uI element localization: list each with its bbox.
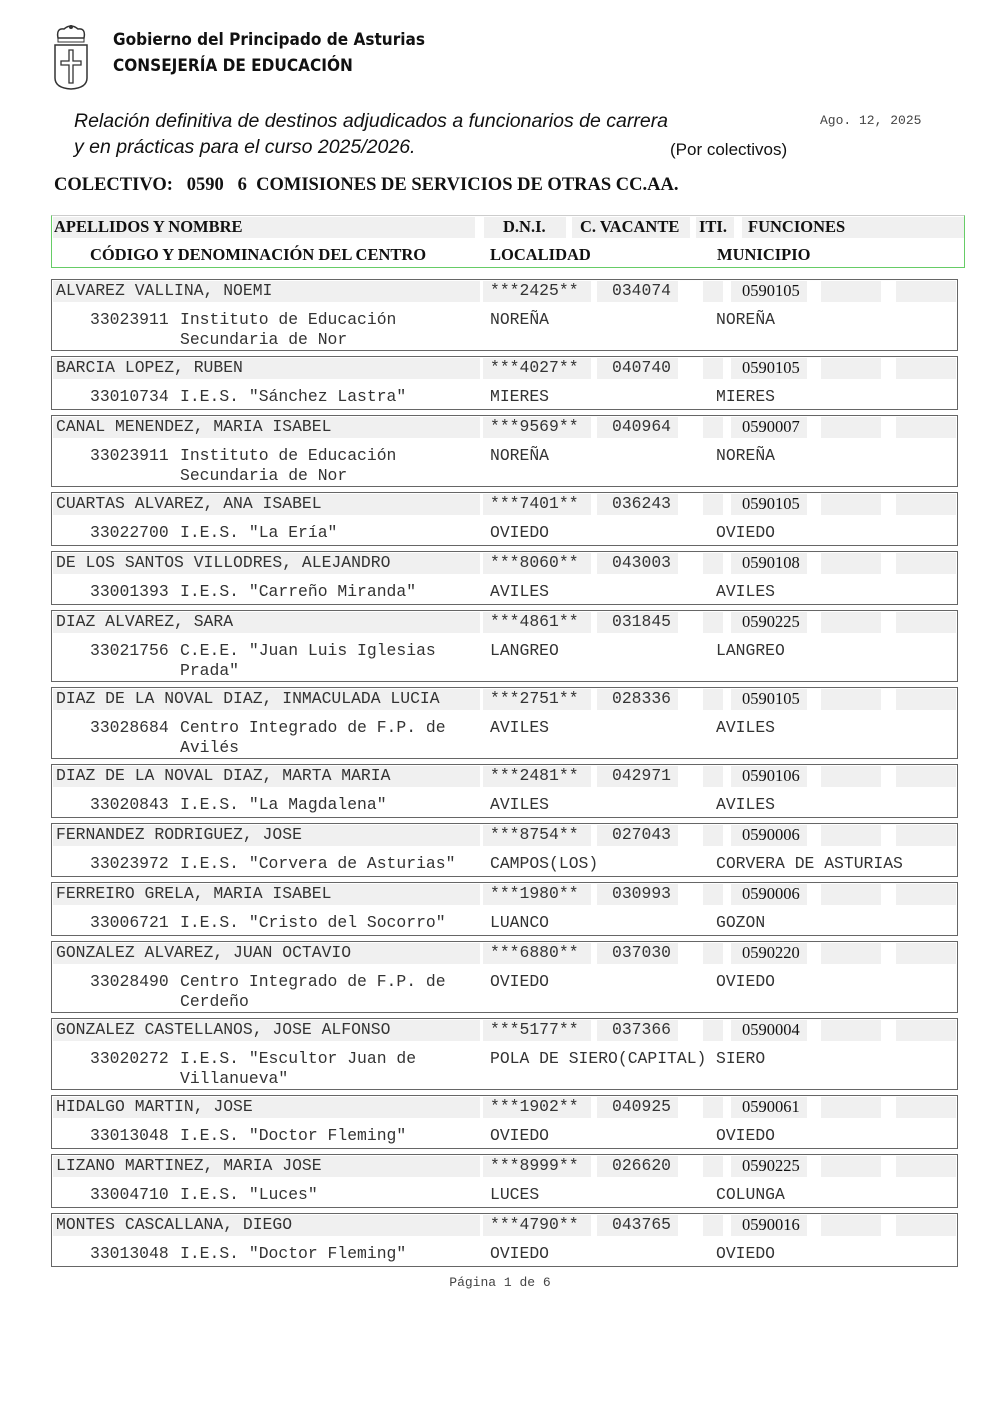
record-centro-name-cont: Cerdeño <box>180 992 249 1011</box>
record-localidad: OVIEDO <box>490 972 550 991</box>
record-centro-name: I.E.S. "Doctor Fleming" <box>180 1244 407 1263</box>
record-dni: ***4790** <box>490 1215 579 1234</box>
record-vacante: 026620 <box>612 1156 672 1175</box>
record-dni: ***7401** <box>490 494 579 513</box>
record-localidad: NOREÑA <box>490 310 550 329</box>
table-record <box>51 1213 958 1267</box>
record-localidad: OVIEDO <box>490 1126 550 1145</box>
record-centro-code: 33004710 <box>90 1185 169 1204</box>
record-centro-name-cont: Secundaria de Nor <box>180 466 348 485</box>
record-localidad: LUANCO <box>490 913 550 932</box>
record-municipio: LANGREO <box>716 641 785 660</box>
record-localidad: AVILES <box>490 582 550 601</box>
record-centro-code: 33001393 <box>90 582 169 601</box>
document-date: Ago. 12, 2025 <box>820 113 922 128</box>
record-funciones: 0590225 <box>742 612 800 631</box>
record-vacante: 034074 <box>612 281 672 300</box>
record-dni: ***1980** <box>490 884 579 903</box>
table-record <box>51 610 958 682</box>
por-colectivos-label: (Por colectivos) <box>670 140 788 159</box>
record-funciones: 0590105 <box>742 358 800 377</box>
record-funciones: 0590016 <box>742 1215 800 1234</box>
record-name: GONZALEZ CASTELLANOS, JOSE ALFONSO <box>56 1020 391 1039</box>
table-record <box>51 764 958 818</box>
table-record <box>51 356 958 410</box>
record-municipio: OVIEDO <box>716 523 776 542</box>
record-vacante: 028336 <box>612 689 672 708</box>
record-localidad: AVILES <box>490 718 550 737</box>
record-centro-name-cont: Villanueva" <box>180 1069 289 1088</box>
record-vacante: 040925 <box>612 1097 672 1116</box>
record-centro-name: I.E.S. "La Magdalena" <box>180 795 387 814</box>
record-centro-name-cont: Avilés <box>180 738 240 757</box>
record-dni: ***8754** <box>490 825 579 844</box>
record-funciones: 0590007 <box>742 417 800 436</box>
record-centro-name: I.E.S. "Carreño Miranda" <box>180 582 417 601</box>
record-dni: ***8060** <box>490 553 579 572</box>
record-centro-code: 33028490 <box>90 972 169 991</box>
record-municipio: AVILES <box>716 718 776 737</box>
record-vacante: 042971 <box>612 766 672 785</box>
col-header-name: APELLIDOS Y NOMBRE <box>54 217 243 236</box>
record-funciones: 0590006 <box>742 825 800 844</box>
record-vacante: 027043 <box>612 825 672 844</box>
record-centro-name: I.E.S. "Luces" <box>180 1185 318 1204</box>
record-municipio: NOREÑA <box>716 446 776 465</box>
record-centro-code: 33020843 <box>90 795 169 814</box>
record-name: BARCIA LOPEZ, RUBEN <box>56 358 243 377</box>
record-vacante: 030993 <box>612 884 672 903</box>
table-record <box>51 279 958 351</box>
table-record <box>51 687 958 759</box>
record-centro-code: 33021756 <box>90 641 169 660</box>
col-header-vacante: C. VACANTE <box>580 217 680 236</box>
record-centro-name: I.E.S. "Sánchez Lastra" <box>180 387 407 406</box>
record-name: FERREIRO GRELA, MARIA ISABEL <box>56 884 332 903</box>
record-funciones: 0590006 <box>742 884 800 903</box>
record-vacante: 036243 <box>612 494 672 513</box>
record-centro-code: 33022700 <box>90 523 169 542</box>
record-name: DE LOS SANTOS VILLODRES, ALEJANDRO <box>56 553 391 572</box>
record-municipio: OVIEDO <box>716 972 776 991</box>
table-record <box>51 1154 958 1208</box>
table-record <box>51 1095 958 1149</box>
record-localidad: AVILES <box>490 795 550 814</box>
record-dni: ***5177** <box>490 1020 579 1039</box>
record-municipio: CORVERA DE ASTURIAS <box>716 854 903 873</box>
record-name: FERNANDEZ RODRIGUEZ, JOSE <box>56 825 302 844</box>
page-number: Página 1 de 6 <box>449 1275 551 1290</box>
record-centro-name: C.E.E. "Juan Luis Iglesias <box>180 641 436 660</box>
col-header-centro: CÓDIGO Y DENOMINACIÓN DEL CENTRO <box>90 245 427 264</box>
record-name: CANAL MENENDEZ, MARIA ISABEL <box>56 417 332 436</box>
record-municipio: NOREÑA <box>716 310 776 329</box>
record-centro-code: 33023911 <box>90 446 169 465</box>
record-centro-name-cont: Secundaria de Nor <box>180 330 348 349</box>
title-line-1: Relación definitiva de destinos adjudicados a funcionarios de carrera <box>74 110 669 132</box>
record-name: ALVAREZ VALLINA, NOEMI <box>56 281 273 300</box>
record-centro-name-cont: Prada" <box>180 661 240 680</box>
col-header-dni: D.N.I. <box>503 217 546 236</box>
record-funciones: 0590105 <box>742 494 800 513</box>
record-municipio: OVIEDO <box>716 1126 776 1145</box>
record-dni: ***8999** <box>490 1156 579 1175</box>
record-centro-name: I.E.S. "Corvera de Asturias" <box>180 854 456 873</box>
record-centro-name: Instituto de Educación <box>180 310 397 329</box>
table-record <box>51 823 958 877</box>
record-centro-code: 33010734 <box>90 387 169 406</box>
record-funciones: 0590105 <box>742 281 800 300</box>
record-name: DIAZ DE LA NOVAL DIAZ, INMACULADA LUCIA <box>56 689 440 708</box>
record-municipio: COLUNGA <box>716 1185 785 1204</box>
table-record <box>51 941 958 1013</box>
col-header-iti: ITI. <box>699 217 727 236</box>
record-dni: ***6880** <box>490 943 579 962</box>
record-dni: ***2425** <box>490 281 579 300</box>
table-record <box>51 415 958 487</box>
record-funciones: 0590106 <box>742 766 800 785</box>
record-municipio: SIERO <box>716 1049 766 1068</box>
record-funciones: 0590108 <box>742 553 800 572</box>
record-name: DIAZ DE LA NOVAL DIAZ, MARTA MARIA <box>56 766 391 785</box>
record-vacante: 043003 <box>612 553 672 572</box>
record-name: HIDALGO MARTIN, JOSE <box>56 1097 253 1116</box>
record-centro-code: 33013048 <box>90 1126 169 1145</box>
record-funciones: 0590225 <box>742 1156 800 1175</box>
record-dni: ***4861** <box>490 612 579 631</box>
title-line-2: y en prácticas para el curso 2025/2026. <box>74 136 416 158</box>
table-record <box>51 492 958 546</box>
record-funciones: 0590061 <box>742 1097 800 1116</box>
record-dni: ***1902** <box>490 1097 579 1116</box>
col-header-municipio: MUNICIPIO <box>717 245 811 264</box>
document-title <box>74 108 668 160</box>
record-localidad: POLA DE SIERO(CAPITAL) <box>490 1049 707 1068</box>
record-localidad: OVIEDO <box>490 1244 550 1263</box>
record-localidad: LUCES <box>490 1185 540 1204</box>
record-centro-name: I.E.S. "Doctor Fleming" <box>180 1126 407 1145</box>
record-municipio: AVILES <box>716 582 776 601</box>
record-vacante: 031845 <box>612 612 672 631</box>
record-dni: ***9569** <box>490 417 579 436</box>
table-record <box>51 882 958 936</box>
record-vacante: 040740 <box>612 358 672 377</box>
record-vacante: 037030 <box>612 943 672 962</box>
record-name: CUARTAS ALVAREZ, ANA ISABEL <box>56 494 322 513</box>
record-centro-name: I.E.S. "Escultor Juan de <box>180 1049 417 1068</box>
record-localidad: CAMPOS(LOS) <box>490 854 599 873</box>
colectivo-heading: COLECTIVO: 0590 6 COMISIONES DE SERVICIOS DE OTRAS CC.AA. <box>54 175 679 195</box>
col-header-localidad: LOCALIDAD <box>490 245 591 264</box>
record-localidad: OVIEDO <box>490 523 550 542</box>
table-record <box>51 1018 958 1090</box>
record-dni: ***2751** <box>490 689 579 708</box>
record-vacante: 040964 <box>612 417 672 436</box>
record-localidad: MIERES <box>490 387 550 406</box>
record-funciones: 0590105 <box>742 689 800 708</box>
record-localidad: LANGREO <box>490 641 559 660</box>
record-centro-code: 33023972 <box>90 854 169 873</box>
record-centro-code: 33020272 <box>90 1049 169 1068</box>
record-centro-code: 33006721 <box>90 913 169 932</box>
record-dni: ***4027** <box>490 358 579 377</box>
record-municipio: MIERES <box>716 387 776 406</box>
record-name: MONTES CASCALLANA, DIEGO <box>56 1215 293 1234</box>
record-vacante: 043765 <box>612 1215 672 1234</box>
record-funciones: 0590004 <box>742 1020 800 1039</box>
asturias-coat-of-arms-logo <box>52 24 90 90</box>
record-localidad: NOREÑA <box>490 446 550 465</box>
record-funciones: 0590220 <box>742 943 800 962</box>
record-centro-name: Centro Integrado de F.P. de <box>180 972 446 991</box>
record-vacante: 037366 <box>612 1020 672 1039</box>
organization-header <box>113 27 425 79</box>
record-centro-name: Centro Integrado de F.P. de <box>180 718 446 737</box>
record-centro-name: I.E.S. "Cristo del Socorro" <box>180 913 446 932</box>
record-centro-name: I.E.S. "La Ería" <box>180 523 338 542</box>
record-name: GONZALEZ ALVAREZ, JUAN OCTAVIO <box>56 943 352 962</box>
table-header <box>51 215 965 268</box>
record-municipio: GOZON <box>716 913 766 932</box>
record-name: LIZANO MARTINEZ, MARIA JOSE <box>56 1156 322 1175</box>
organization-name: Gobierno del Principado de Asturias <box>113 30 426 49</box>
record-centro-code: 33013048 <box>90 1244 169 1263</box>
record-centro-code: 33023911 <box>90 310 169 329</box>
col-header-funciones: FUNCIONES <box>748 217 846 236</box>
department-name: CONSEJERÍA DE EDUCACIÓN <box>113 56 353 75</box>
record-municipio: AVILES <box>716 795 776 814</box>
record-municipio: OVIEDO <box>716 1244 776 1263</box>
record-centro-name: Instituto de Educación <box>180 446 397 465</box>
record-name: DIAZ ALVAREZ, SARA <box>56 612 234 631</box>
table-record <box>51 551 958 605</box>
record-dni: ***2481** <box>490 766 579 785</box>
record-centro-code: 33028684 <box>90 718 169 737</box>
